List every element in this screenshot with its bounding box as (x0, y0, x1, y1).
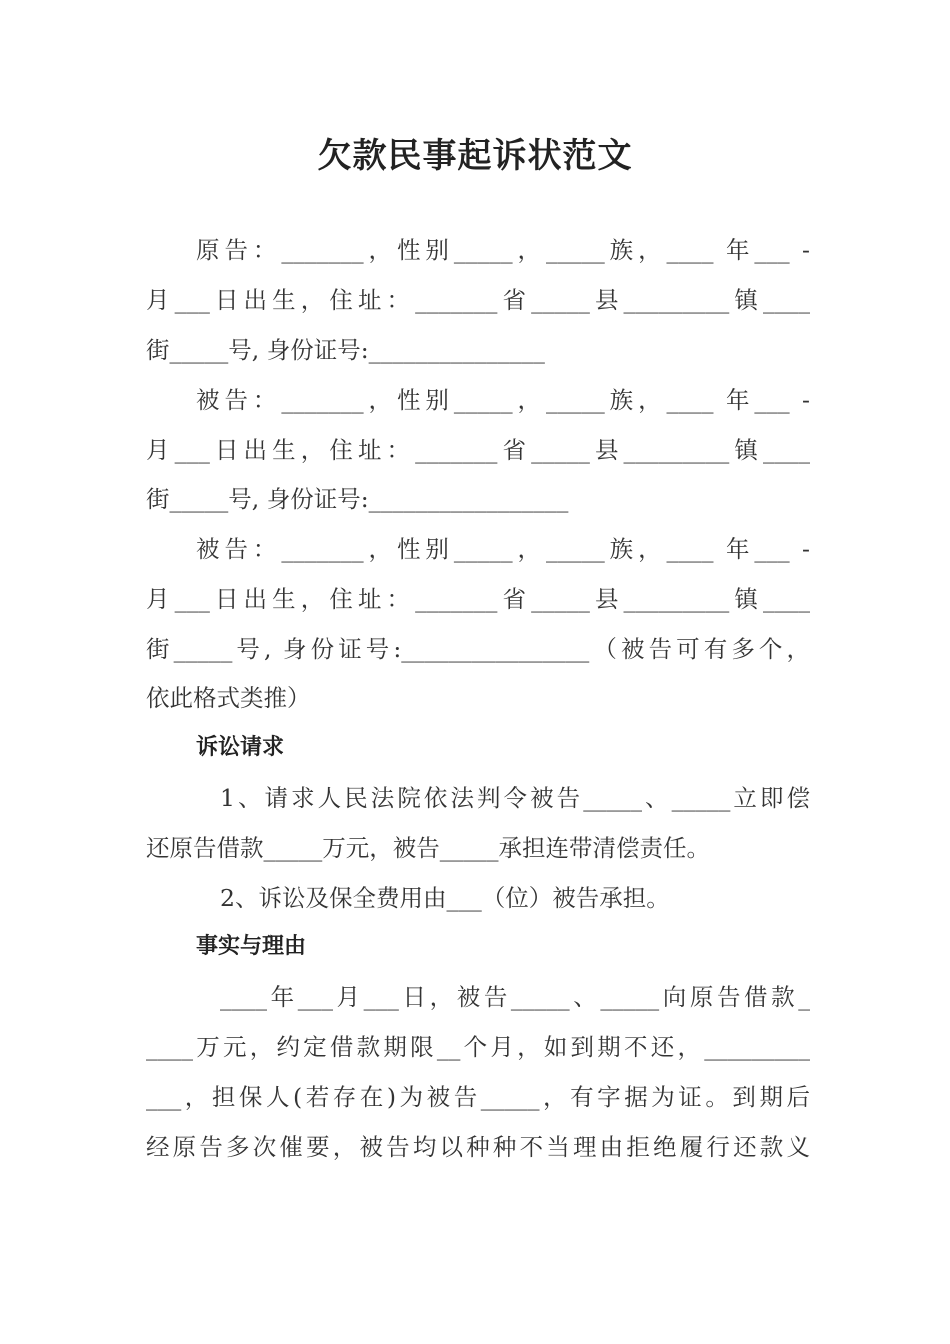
facts-line-1: ____年___月___日，被告_____、_____向原告借款_ (220, 983, 810, 1011)
defendant-2-line-1: 被告：_______，性别_____，_____族，____ 年___ - (196, 535, 810, 563)
claims-heading: 诉讼请求 (196, 735, 285, 760)
defendant-1-line-2: 月___日出生，住址：_______省_____县_________镇____ (146, 436, 810, 464)
plaintiff-line-2: 月___日出生，住址：_______省_____县_________镇____ (146, 286, 810, 314)
facts-line-3: ___，担保人(若存在)为被告_____，有字据为证。到期后 (146, 1083, 810, 1111)
plaintiff-line-1: 原告：_______，性别_____，_____族，____ 年___ - (196, 236, 810, 264)
defendant-1-line-1: 被告：_______，性别_____，_____族，____ 年___ - (196, 386, 810, 414)
defendant-2-line-2: 月___日出生，住址：_______省_____县_________镇____ (146, 585, 810, 613)
facts-heading: 事实与理由 (196, 934, 307, 959)
facts-line-2: ____万元，约定借款期限__个月，如到期不还，_________ (146, 1033, 810, 1061)
defendant-2-line-4: 依此格式类推） (146, 684, 311, 712)
claim-2-line: 2、诉讼及保全费用由___（位）被告承担。 (220, 884, 670, 912)
document-title: 欠款民事起诉状范文 (317, 136, 633, 176)
claim-1-line-2: 还原告借款_____万元，被告_____承担连带清偿责任。 (146, 834, 710, 862)
claim-1-line-1: 1、请求人民法院依法判令被告_____、_____立即偿 (220, 784, 810, 812)
defendant-2-line-3: 街_____号, 身份证号:________________（被告可有多个， (146, 635, 810, 663)
plaintiff-line-3: 街_____号, 身份证号:_______________ (146, 336, 545, 364)
defendant-1-line-3: 街_____号, 身份证号:_________________ (146, 485, 569, 513)
facts-line-4: 经原告多次催要，被告均以种种不当理由拒绝履行还款义 (146, 1133, 810, 1161)
